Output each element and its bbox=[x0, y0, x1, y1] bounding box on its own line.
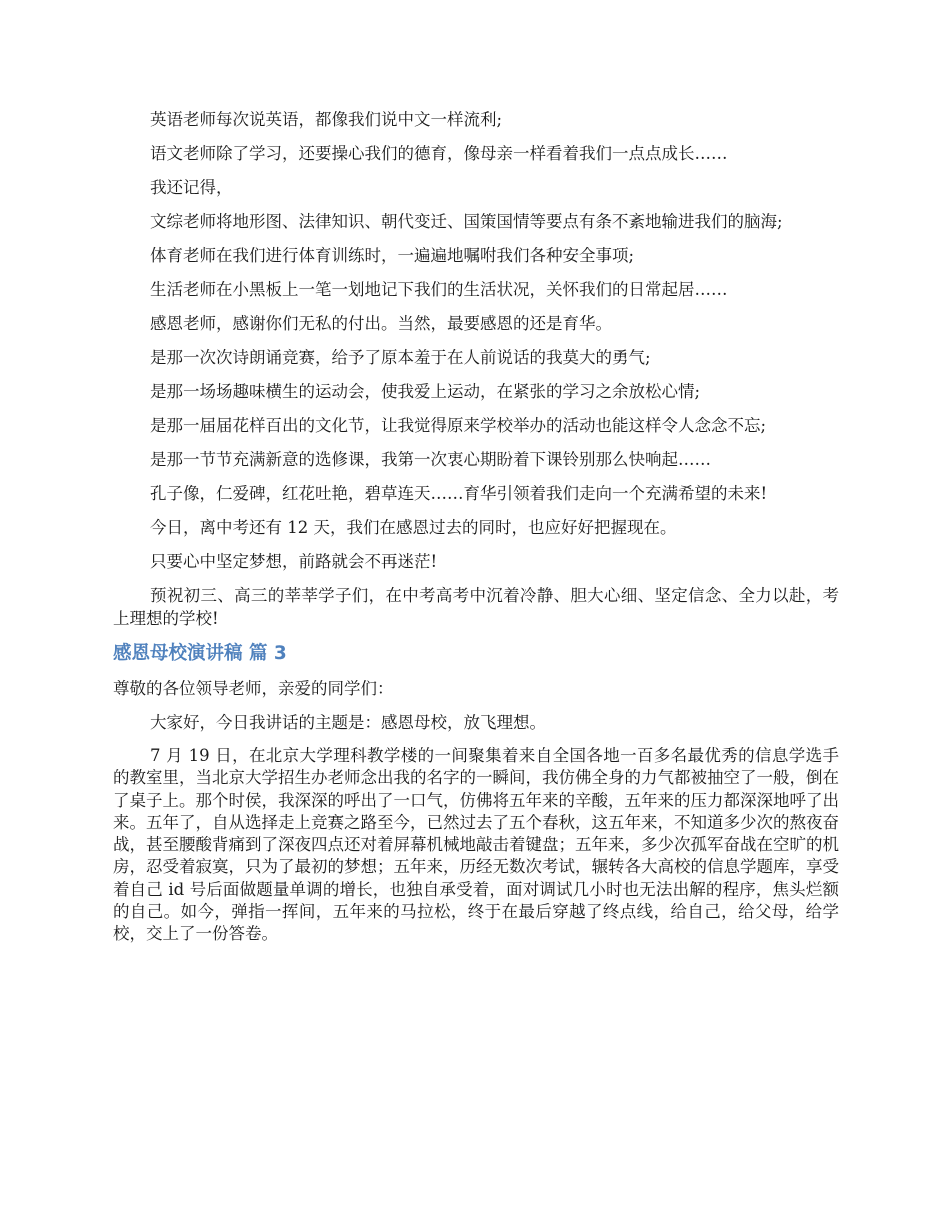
paragraph: 是那一节节充满新意的选修课，我第一次衷心期盼着下课铃别那么快响起…… bbox=[150, 450, 711, 469]
paragraph: 文综老师将地形图、法律知识、朝代变迁、国策国情等要点有条不紊地输进我们的脑海; bbox=[150, 212, 783, 231]
paragraph: 生活老师在小黑板上一笔一划地记下我们的生活状况，关怀我们的日常起居…… bbox=[150, 280, 728, 299]
speech-section-2-tail bbox=[113, 108, 839, 630]
body-paragraph: 7 月 19 日，在北京大学理科教学楼的一间聚集着来自全国各地一百多名最优秀的信息学选手的教室里，当北京大学招生办老师念出我的名字的一瞬间，我仿佛全身的力气都被抽空了一般，倒在了桌子上。那个时侯，我深深的呼出了一口气，仿佛将五年来的辛酸，五年来的压力都深深地呼了出来。五年了，自从选择走上竞赛之路至今，已然过去了五个春秋，这五年来，不知道多少次的熬夜奋战，甚至腰酸背痛到了深夜四点还对着屏幕机械地敲击着键盘；五年来，多少次孤军奋战在空旷的机房，忍受着寂寞，只为了最初的梦想；五年来，历经无数次考试，辗转各大高校的信息学题库，享受着自己 id 号后面做题量单调的增长，也独自承受着，面对调试几小时也无法出解的程序，焦头烂额的自己。如今，弹指一挥间，五年来的马拉松，终于在最后穿越了终点线，给自己，给父母，给学校，交上了一份答卷。 bbox=[113, 746, 839, 944]
paragraph: 体育老师在我们进行体育训练时，一遍遍地嘱咐我们各种安全事项; bbox=[150, 246, 635, 265]
paragraph: 英语老师每次说英语，都像我们说中文一样流利; bbox=[150, 110, 503, 129]
paragraph: 是那一届届花样百出的文化节，让我觉得原来学校举办的活动也能这样令人念念不忘; bbox=[150, 416, 767, 435]
document-page bbox=[113, 108, 839, 946]
paragraph: 感恩老师，感谢你们无私的付出。当然，最要感恩的还是育华。 bbox=[150, 314, 612, 333]
paragraph: 今日，离中考还有 12 天，我们在感恩过去的同时，也应好好把握现在。 bbox=[150, 518, 677, 537]
paragraph: 语文老师除了学习，还要操心我们的德育，像母亲一样看着我们一点点成长…… bbox=[150, 144, 728, 163]
paragraph: 是那一次次诗朗诵竞赛，给予了原本羞于在人前说话的我莫大的勇气; bbox=[150, 348, 651, 367]
paragraph: 孔子像，仁爱碑，红花吐艳，碧草连天……育华引领着我们走向一个充满希望的未来! bbox=[150, 484, 768, 503]
paragraph: 预祝初三、高三的莘莘学子们，在中考高考中沉着冷静、胆大心细、坚定信念、全力以赴，考上理想的学校! bbox=[113, 586, 839, 628]
section-heading: 感恩母校演讲稿 篇 3 bbox=[113, 643, 287, 664]
greeting: 尊敬的各位领导老师，亲爱的同学们： bbox=[113, 679, 394, 698]
paragraph: 我还记得， bbox=[150, 178, 233, 197]
intro-paragraph: 大家好，今日我讲话的主题是：感恩母校，放飞理想。 bbox=[150, 713, 546, 732]
paragraph: 是那一场场趣味横生的运动会，使我爱上运动，在紧张的学习之余放松心情; bbox=[150, 382, 701, 401]
paragraph: 只要心中坚定梦想，前路就会不再迷茫! bbox=[150, 552, 438, 571]
